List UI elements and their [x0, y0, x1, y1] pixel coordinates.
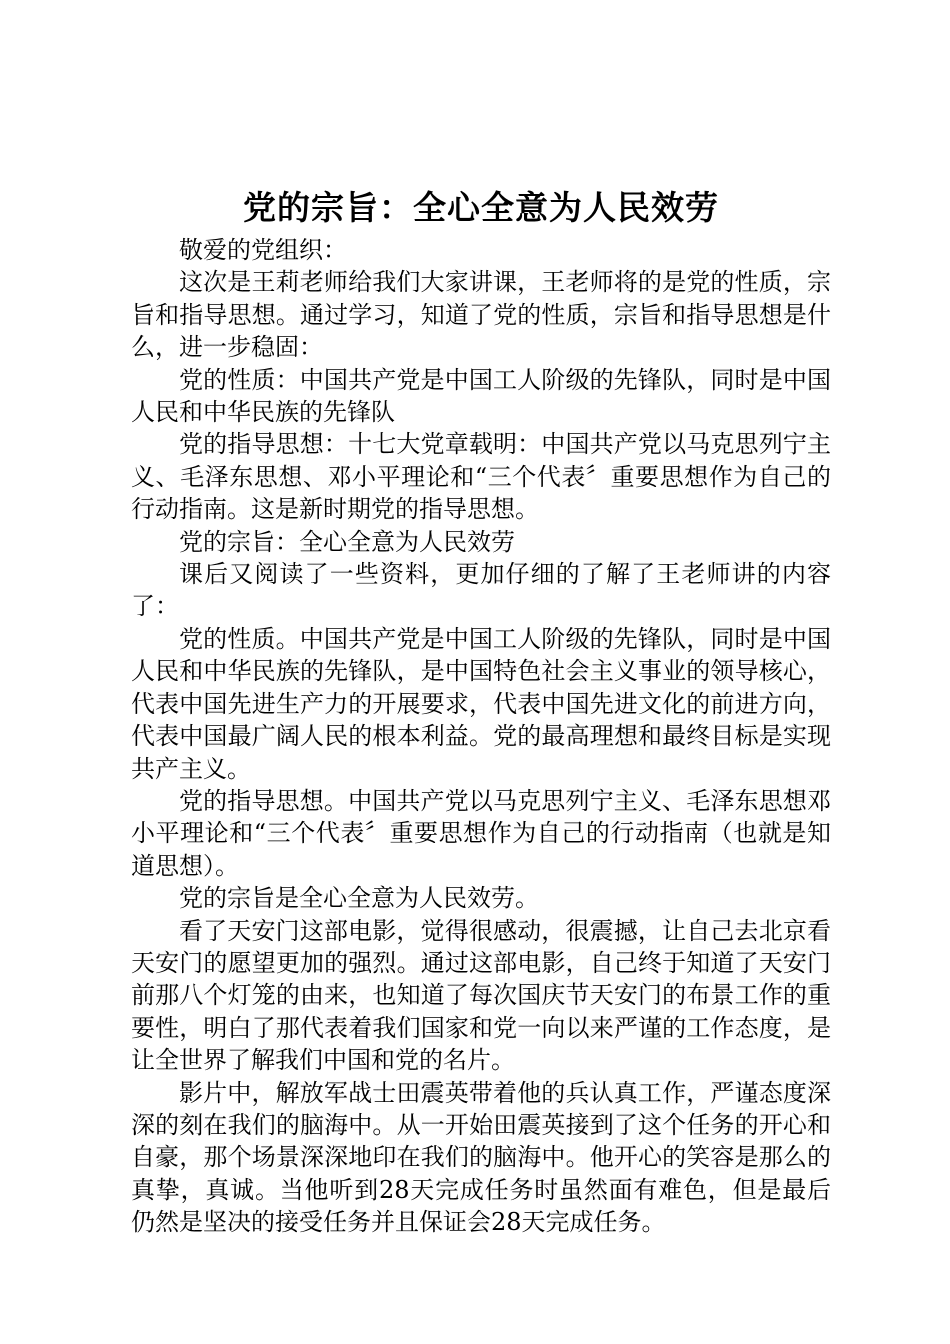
- paragraph: 党的宗旨是全心全意为人民效劳。: [179, 884, 539, 913]
- paragraph: 课后又阅读了一些资料，更加仔细的了解了王老师讲的内容了：: [131, 560, 831, 621]
- paragraph: 看了天安门这部电影，觉得很感动，很震撼，让自己去北京看天安门的愿望更加的强烈。通过这部电影，自己终于知道了天安门前那八个灯笼的由来，也知道了每次国庆节天安门的布景工作的重要性，明白了那代表着我们国家和党一向以来严谨的工作态度，是让全世界了解我们中国和党的名片。: [131, 916, 831, 1075]
- paragraph: 党的指导思想。中国共产党以马克思列宁主义、毛泽东思想邓小平理论和“三个代表〞重要思想作为自己的行动指南（也就是知道思想）。: [131, 786, 831, 880]
- document-page: [131, 186, 831, 1239]
- paragraph: 党的宗旨：全心全意为人民效劳: [179, 527, 515, 556]
- paragraph: 党的指导思想：十七大党章载明：中国共产党以马克思列宁主义、毛泽东思想、邓小平理论和“三个代表〞重要思想作为自己的行动指南。这是新时期党的指导思想。: [131, 430, 831, 524]
- paragraph: 这次是王莉老师给我们大家讲课，王老师将的是党的性质，宗旨和指导思想。通过学习，知道了党的性质，宗旨和指导思想是什么，进一步稳固：: [131, 268, 831, 362]
- paragraph-salutation: 敬爱的党组织：: [179, 236, 347, 264]
- document-title: 党的宗旨：全心全意为人民效劳: [243, 188, 719, 227]
- paragraph: 党的性质。中国共产党是中国工人阶级的先锋队，同时是中国人民和中华民族的先锋队，是中国特色社会主义事业的领导核心，代表中国先进生产力的开展要求，代表中国先进文化的前进方向，代表中国最广阔人民的根本利益。党的最高理想和最终目标是实现共产主义。: [131, 624, 831, 783]
- paragraph: 党的性质：中国共产党是中国工人阶级的先锋队，同时是中国人民和中华民族的先锋队: [131, 365, 831, 427]
- paragraph: 影片中，解放军战士田震英带着他的兵认真工作，严谨态度深深的刻在我们的脑海中。从一开始田震英接到了这个任务的开心和自豪，那个场景深深地印在我们的脑海中。他开心的笑容是那么的真挚，真诚。当他听到28天完成任务时虽然面有难色，但是最后仍然是坚决的接受任务并且保证会28天完成任务。: [131, 1078, 831, 1237]
